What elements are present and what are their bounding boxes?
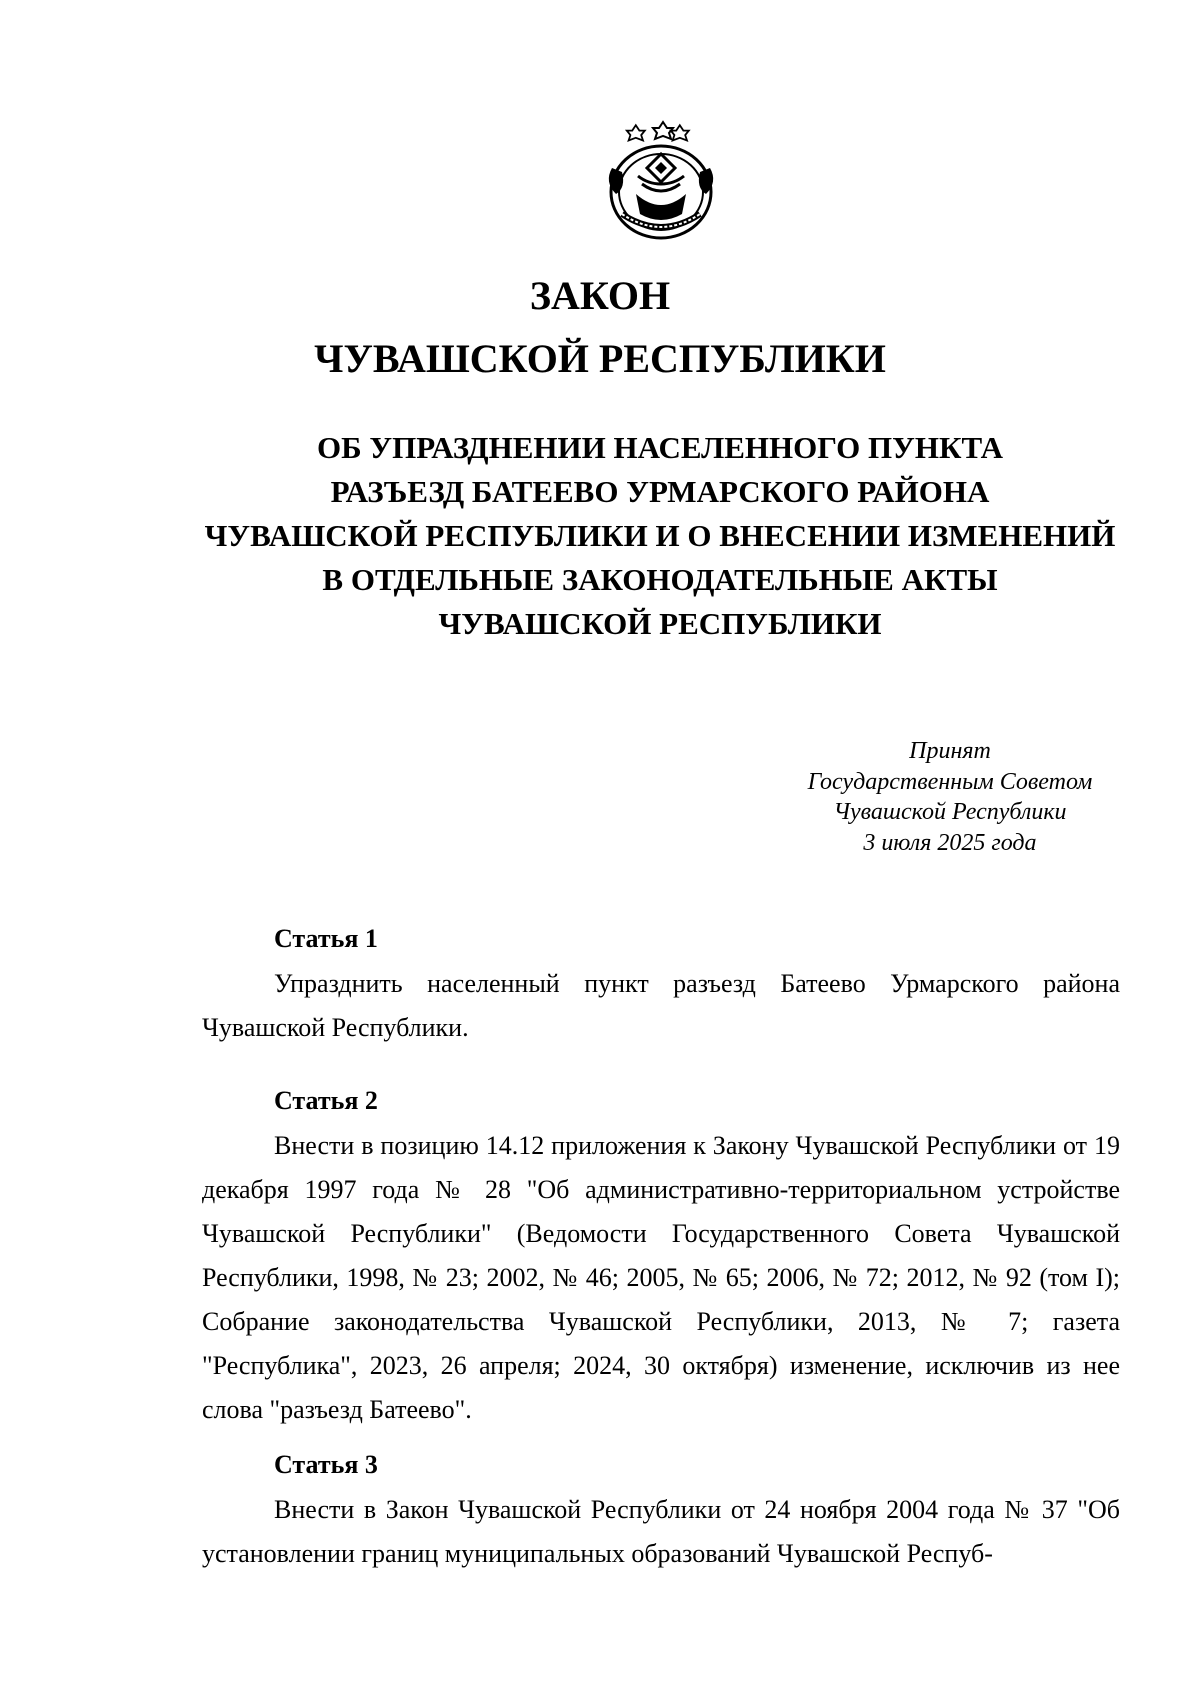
adoption-note	[760, 736, 1140, 858]
subject-line: ЧУВАШСКОЙ РЕСПУБЛИКИ	[438, 606, 882, 641]
article-text: Внести в Закон Чувашской Республики от 24 ноября 2004 года № 37 "Об установлении границ муниципальных образований Чувашской Респуб-	[202, 1495, 1120, 1568]
subject-line: ЧУВАШСКОЙ РЕСПУБЛИКИ И О ВНЕСЕНИИ ИЗМЕНЕНИЙ	[204, 518, 1116, 553]
adoption-line: Государственным Советом	[807, 768, 1093, 795]
law-label: ЗАКОН	[529, 273, 671, 318]
article-3	[202, 1446, 1120, 1576]
article-text: Упразднить населенный пункт разъезд Батеево Урмарского района Чувашской Республики.	[202, 969, 1120, 1042]
subject-line: РАЗЪЕЗД БАТЕЕВО УРМАРСКОГО РАЙОНА	[330, 474, 990, 509]
republic-name: ЧУВАШСКОЙ РЕСПУБЛИКИ	[314, 336, 886, 381]
article-heading: Статья 1	[274, 924, 378, 953]
law-subject	[160, 426, 1160, 646]
adoption-line: Принят	[909, 738, 991, 764]
article-2	[202, 1082, 1120, 1432]
article-heading: Статья 3	[274, 1450, 378, 1479]
chuvash-republic-emblem-icon	[598, 118, 724, 244]
article-1	[202, 920, 1120, 1050]
adoption-line: Чувашской Республики	[833, 799, 1067, 825]
subject-line: ОБ УПРАЗДНЕНИИ НАСЕЛЕННОГО ПУНКТА	[317, 430, 1003, 465]
article-text: Внести в позицию 14.12 приложения к Закону Чувашской Республики от 19 декабря 1997 года № 28 "Об административно-территориальном устройстве Чувашской Республики" (Ведомости Государственного Совета Чувашской Республики, 1998, № 23; 2002, № 46; 2005, № 65; 2006, № 72; 2012, № 92 (том I); Собрание законодательства Чувашской Республики, 2013, № 7; газета "Республика", 2023, 26 апреля; 2024, 30 октября) изменение, исключив из нее слова "разъезд Батеево".	[202, 1131, 1120, 1424]
subject-line: В ОТДЕЛЬНЫЕ ЗАКОНОДАТЕЛЬНЫЕ АКТЫ	[322, 562, 998, 597]
adoption-date: 3 июля 2025 года	[863, 829, 1037, 856]
article-heading: Статья 2	[274, 1086, 378, 1115]
